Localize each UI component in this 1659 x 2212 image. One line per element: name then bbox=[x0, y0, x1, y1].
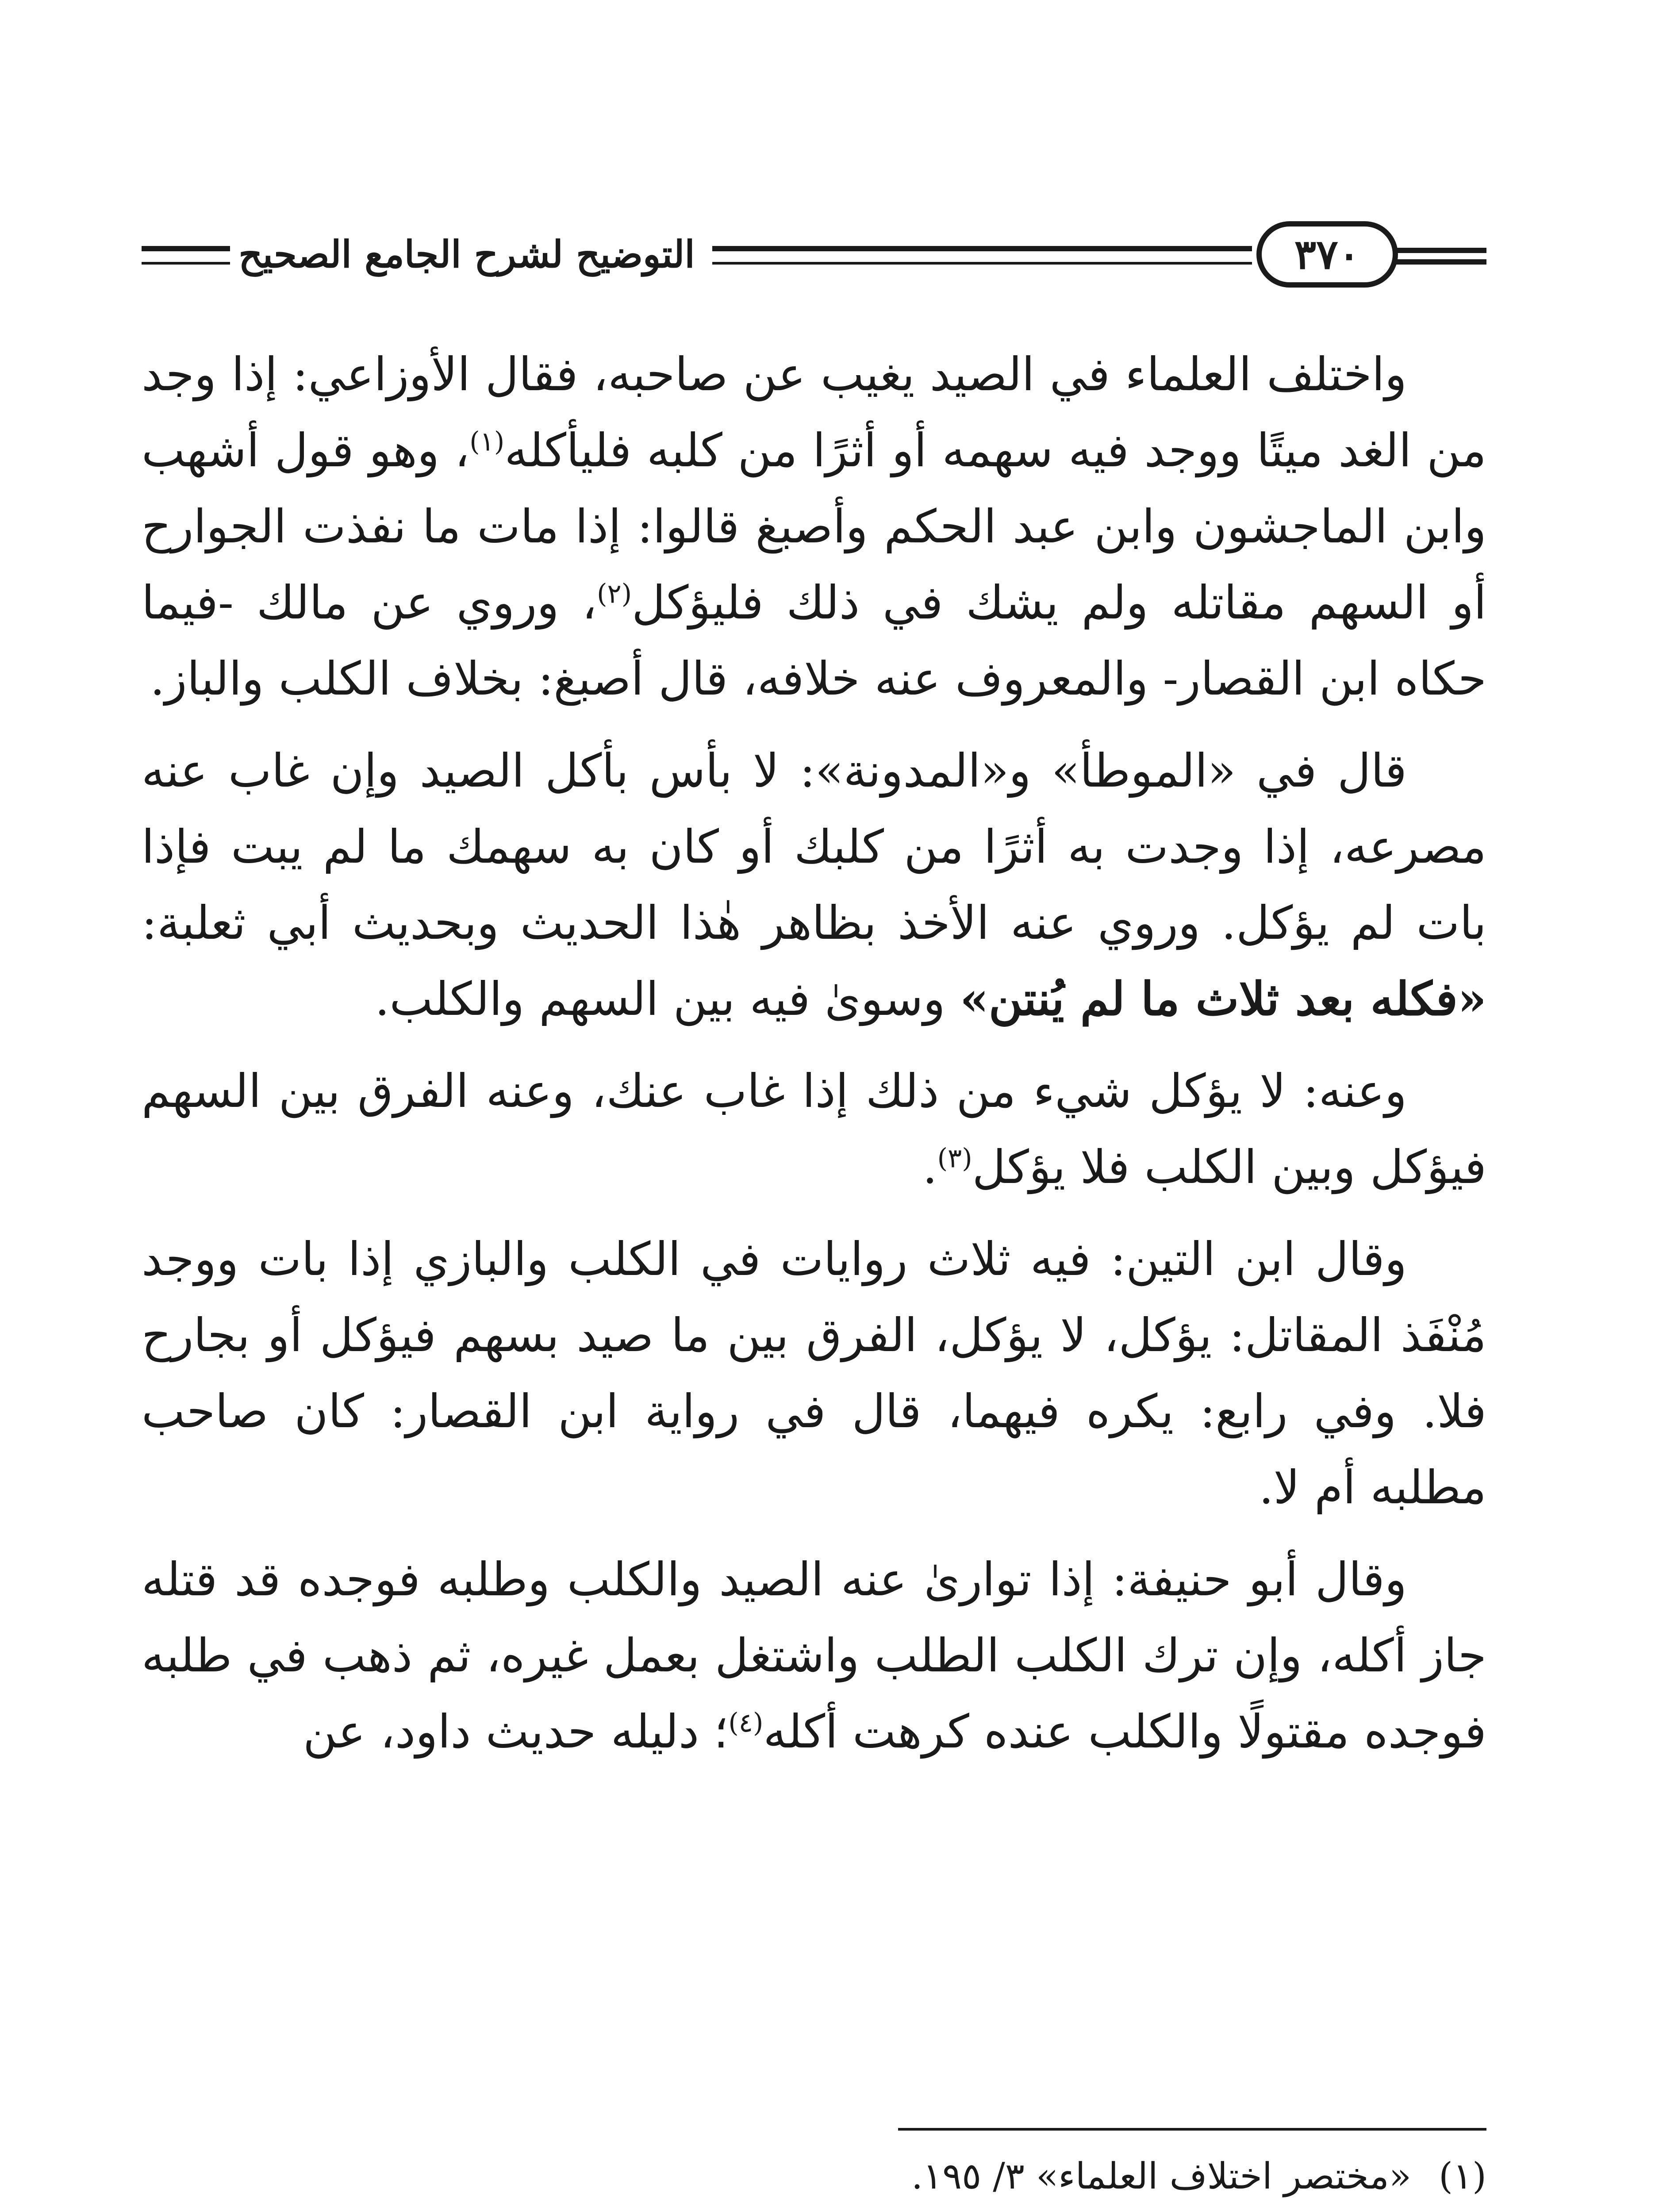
paragraph-text: وسوىٰ فيه بين السهم والكلب. bbox=[375, 972, 960, 1026]
footnote-number bbox=[1411, 2208, 1486, 2212]
paragraph-text: . bbox=[922, 1140, 937, 1194]
page-number: ٣٧٠ bbox=[1294, 230, 1360, 278]
footnote-number: (١) bbox=[1438, 2155, 1486, 2197]
body-text bbox=[142, 336, 1486, 1786]
paragraph-text: ، وروي عن مالك -فيما حكاه ابن القصار- والمعروف عنه خلافه، قال أصبغ: بخلاف الكلب والباز. bbox=[142, 576, 1486, 706]
paragraph-3 bbox=[142, 1053, 1486, 1205]
running-header bbox=[142, 221, 1486, 288]
paragraph-text: ؛ دليله حديث داود، عن bbox=[303, 1705, 729, 1759]
footnote-ref[interactable]: (٤) bbox=[728, 1707, 764, 1739]
footnote-item bbox=[248, 2146, 1486, 2208]
footnote-ref[interactable]: (٢) bbox=[597, 578, 632, 610]
paragraph-5 bbox=[142, 1541, 1486, 1770]
footnote-ref[interactable]: (١) bbox=[469, 426, 505, 457]
paragraph-1 bbox=[142, 336, 1486, 717]
footnotes bbox=[248, 2146, 1486, 2212]
footnote-item bbox=[248, 2208, 1486, 2212]
paragraph-text: ، وهو قول أشهب وابن الماجشون وابن عبد الحكم وأصبغ قالوا: إذا مات ما نفذت الجوارح أو السهم مقاتله ولم يشك في ذلك فليؤكل bbox=[142, 423, 1487, 630]
paragraph-2 bbox=[142, 733, 1486, 1037]
footnote-text: «مختصر اختلاف العلماء» ٣/ ١٩٥. bbox=[911, 2155, 1411, 2197]
paragraph-text: قال في «الموطأ» و«المدونة»: لا بأس بأكل الصيد وإن غاب عنه مصرعه، إذا وجدت به أثرًا من كلبك أو كان به سهمك ما لم يبت فإذا بات لم يؤكل. وروي عنه الأخذ بظاهر هٰذا الحديث وبحديث أبي ثعلبة: bbox=[142, 744, 1486, 950]
footnote-ref[interactable]: (٣) bbox=[937, 1143, 972, 1174]
paragraph-text: وعنه: لا يؤكل شيء من ذلك إذا غاب عنك، وعنه الفرق بين السهم فيؤكل وبين الكلب فلا يؤكل bbox=[142, 1064, 1486, 1194]
header-rule-left bbox=[142, 246, 230, 265]
paragraph-text: وقال ابن التين: فيه ثلاث روايات في الكلب والبازي إذا بات ووجد مُنْفَذ المقاتل: يؤكل، لا يؤكل، الفرق بين ما صيد بسهم فيؤكل أو بجارح فلا. وفي رابع: يكره فيهما، قال في رواية ابن القصار: كان صاحب مطلبه أم لا. bbox=[142, 1232, 1486, 1514]
paragraph-text: وقال أبو حنيفة: إذا تواریٰ عنه الصيد والكلب وطلبه فوجده قد قتله جاز أكله، وإن ترك الكلب الطلب واشتغل بعمل غيره، ثم ذهب في طلبه فوجده مقتولًا والكلب عنده كرهت أكله bbox=[142, 1552, 1486, 1759]
hadith-quote: «فكله بعد ثلاث ما لم يُنتن» bbox=[960, 972, 1486, 1026]
book-title: التوضيح لشرح الجامع الصحيح bbox=[238, 232, 695, 276]
footnote-divider bbox=[898, 2128, 1486, 2131]
paragraph-text: واختلف العلماء في الصيد يغيب عن صاحبه، فقال الأوزاعي: إذا وجد من الغد ميتًا ووجد فيه سهمه أو أثرًا من كلبه فليأكله bbox=[142, 347, 1486, 477]
paragraph-4 bbox=[142, 1221, 1486, 1525]
header-rule-middle bbox=[712, 246, 1252, 265]
page-number-badge bbox=[1256, 221, 1398, 288]
